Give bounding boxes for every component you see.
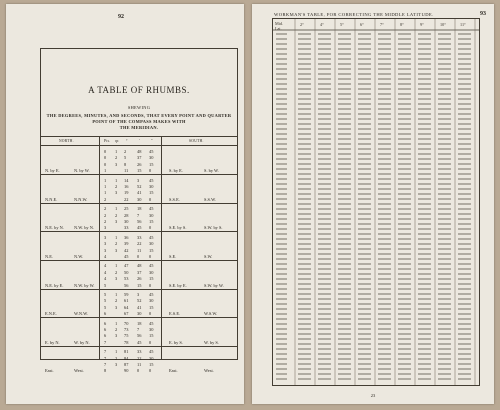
table-cell: 0 (137, 368, 140, 374)
header-points: Pts. (104, 139, 111, 143)
table-cell: 26 (137, 161, 142, 167)
rhumb-name: E.S.E. (169, 311, 181, 317)
table-cell: 45 (149, 206, 154, 212)
rhumb-name: N.N.W. (74, 196, 88, 202)
table-cell: 3 (104, 241, 107, 247)
table-cell: 4 (104, 269, 107, 275)
table-cell: 45 (149, 234, 154, 240)
table-cell: 22 (124, 196, 129, 202)
rule (41, 136, 237, 137)
table-cell: 15 (149, 304, 154, 310)
table-cell: 2 (115, 212, 118, 218)
table-cell: 0 (137, 254, 140, 259)
table-cell: 30 (149, 327, 154, 332)
table-cell: 67 (124, 311, 129, 317)
table-cell: 90 (124, 368, 129, 374)
table-cell: 36 (124, 234, 129, 240)
table-cell: 15 (149, 247, 154, 253)
table-cell: 1 (104, 184, 107, 189)
table-cell: 7 (104, 349, 107, 355)
table-cell: 28 (124, 212, 129, 218)
table-cell: 4 (104, 276, 107, 282)
table-cell: 81 (124, 349, 129, 355)
column-header: 7° (380, 22, 384, 27)
table-cell: 25 (124, 206, 129, 212)
table-cell: 30 (149, 184, 154, 189)
table-cell: 6 (104, 320, 107, 326)
table-body-texture (273, 19, 479, 385)
header-seconds: " (151, 139, 153, 143)
column-header: 10° (440, 22, 446, 27)
table-cell: 84 (124, 355, 129, 361)
left-page (6, 4, 244, 404)
table-cell: 78 (124, 339, 129, 345)
table-cell: 1 (115, 349, 118, 355)
table-cell: 56 (137, 219, 142, 224)
rhumb-name: W.N.W. (74, 311, 88, 317)
table-cell: 48 (137, 263, 142, 269)
rhumb-name: West. (74, 368, 84, 374)
table-cell: 1 (115, 149, 118, 154)
page-number: 93 (480, 11, 486, 17)
column-header: 9° (420, 22, 424, 27)
table-cell: 8 (104, 368, 107, 374)
table-cell: 70 (124, 320, 129, 326)
group-rule (41, 174, 237, 175)
table-cell: 11 (137, 247, 142, 253)
table-cell: 3 (137, 177, 140, 183)
column-header: 8° (400, 22, 404, 27)
rhumb-name: S.S.E. (169, 196, 180, 202)
table-cell: 41 (137, 190, 142, 196)
rhumb-name: S.E. by E. (169, 282, 187, 288)
table-cell: 0 (149, 196, 152, 202)
table-cell: 30 (124, 219, 129, 224)
table-cell: 7 (137, 212, 140, 218)
rhumb-name: S.W. by S. (204, 225, 223, 231)
table-cell: 16 (124, 184, 129, 189)
rhumb-name: S. by W. (204, 168, 219, 174)
column-header: 5° (340, 22, 344, 27)
table-cell: 5 (104, 282, 107, 288)
table-cell: 15 (149, 161, 154, 167)
table-cell: 1 (104, 168, 107, 174)
group-rule (41, 317, 237, 318)
table-cell: 2 (115, 184, 118, 189)
table-cell: 0 (104, 149, 107, 154)
subtitle-line: THE DEGREES, MINUTES, AND SECONDS, THAT EVERY POINT AND QUARTER (46, 113, 232, 118)
rhumb-name: S.W. by W. (204, 282, 224, 288)
table-cell: 30 (149, 155, 154, 161)
rhumb-name: N.W. by W. (74, 282, 95, 288)
table-cell: 3 (115, 304, 118, 310)
table-cell: 3 (115, 161, 118, 167)
table-cell: 22 (137, 241, 142, 247)
table-cell: 3 (115, 219, 118, 224)
table-cell: 6 (104, 333, 107, 339)
subtitle-line: SHEWING (127, 105, 151, 110)
table-cell: 45 (149, 263, 154, 269)
table-cell: 52 (137, 184, 142, 189)
table-cell: 11 (124, 168, 129, 174)
header-degrees: ° (126, 139, 128, 143)
group-rule (41, 289, 237, 290)
header-north: NORTH. (59, 139, 74, 143)
table-cell: 30 (149, 212, 154, 218)
table-cell: 53 (124, 276, 129, 282)
table-cell: 8 (124, 161, 127, 167)
table-cell: 2 (115, 327, 118, 332)
table-cell: 33 (124, 225, 129, 231)
right-page (252, 4, 494, 404)
rhumb-name: N. by W. (74, 168, 90, 174)
table-cell: 15 (149, 333, 154, 339)
table-cell: 50 (124, 269, 129, 275)
table-cell: 5 (104, 298, 107, 304)
table-cell: 2 (104, 212, 107, 218)
rhumb-name: E. by N. (45, 339, 60, 345)
table-cell: 15 (149, 362, 154, 367)
table-cell: 1 (104, 190, 107, 196)
table-cell: 73 (124, 327, 129, 332)
rhumb-name: N.N.E. (45, 196, 58, 202)
table-cell: 0 (149, 282, 152, 288)
column-header: 4° (320, 22, 324, 27)
table-cell: 0 (104, 155, 107, 161)
rhumb-name: East. (45, 368, 54, 374)
table-cell: 0 (104, 161, 107, 167)
rhumb-name: N.E. (45, 254, 54, 259)
table-cell: 45 (137, 225, 142, 231)
table-cell: 7 (104, 355, 107, 361)
table-cell: 0 (149, 254, 152, 259)
rhumb-name: S.S.W. (204, 196, 216, 202)
rhumb-name: E. by S. (169, 339, 183, 345)
signature-mark: 23 (370, 393, 376, 398)
table-cell: 3 (104, 225, 107, 231)
table-cell: 30 (137, 196, 142, 202)
rhumb-name: W. by N. (74, 339, 90, 345)
table-cell: 56 (137, 333, 142, 339)
column-rule (161, 136, 162, 359)
corner-label: Lat. (275, 26, 282, 31)
page-title: A TABLE OF RHUMBS. (88, 85, 190, 95)
rhumb-name: S.E. by S. (169, 225, 187, 231)
table-cell: 30 (149, 241, 154, 247)
page-number: 92 (118, 14, 124, 20)
table-cell: 3 (104, 234, 107, 240)
table-cell: 45 (137, 339, 142, 345)
table-cell: 3 (115, 247, 118, 253)
table-cell: 42 (124, 247, 129, 253)
table-cell: 1 (115, 320, 118, 326)
table-cell: 5 (104, 304, 107, 310)
column-header: 6° (360, 22, 364, 27)
table-cell: 6 (104, 311, 107, 317)
table-cell: 0 (149, 225, 152, 231)
header-quarters: qr. (115, 139, 120, 143)
table-cell: 18 (137, 206, 142, 212)
rhumb-name: N.W. (74, 254, 84, 259)
table-cell: 4 (104, 254, 107, 259)
rhumb-name: W.S.W. (204, 311, 218, 317)
table-cell: 3 (115, 276, 118, 282)
rhumb-name: N.E. by E. (45, 282, 64, 288)
table-cell: 7 (137, 327, 140, 332)
table-cell: 1 (115, 206, 118, 212)
subtitle-line: THE MERIDIAN. (119, 125, 159, 130)
table-cell: 45 (149, 292, 154, 297)
table-cell: 48 (137, 149, 142, 154)
table-cell: 2 (124, 149, 127, 154)
rhumb-name: East. (169, 368, 178, 374)
table-cell: 5 (104, 292, 107, 297)
table-cell: 2 (104, 219, 107, 224)
table-cell: 37 (137, 155, 142, 161)
subtitle-line: POINT OF THE COMPASS MAKES WITH (92, 119, 186, 124)
table-cell: 45 (149, 349, 154, 355)
table-cell: 1 (115, 263, 118, 269)
table-cell: 0 (149, 368, 152, 374)
table-cell: 0 (149, 339, 152, 345)
table-cell: 19 (124, 190, 129, 196)
group-rule (41, 231, 237, 232)
table-cell: 64 (124, 304, 129, 310)
table-cell: 18 (137, 320, 142, 326)
column-header: 11° (460, 22, 466, 27)
group-rule (41, 203, 237, 204)
table-cell: 2 (115, 155, 118, 161)
table-cell: 41 (137, 304, 142, 310)
table-cell: 45 (124, 254, 129, 259)
rhumb-table-frame (40, 48, 238, 374)
corner-label: Mid. (275, 21, 284, 26)
table-cell: 87 (124, 362, 129, 367)
table-cell: 6 (104, 327, 107, 332)
table-cell: 75 (124, 333, 129, 339)
table-cell: 4 (104, 263, 107, 269)
column-rule (99, 136, 100, 359)
table-cell: 47 (124, 263, 129, 269)
rhumb-name: S.E. (169, 254, 177, 259)
column-header: 2° (300, 22, 304, 27)
table-cell: 30 (149, 298, 154, 304)
table-cell: 52 (137, 298, 142, 304)
table-cell: 33 (137, 349, 142, 355)
table-cell: 1 (104, 177, 107, 183)
table-cell: 11 (137, 362, 142, 367)
rhumb-name: N.W. by N. (74, 225, 94, 231)
rule (41, 145, 237, 146)
table-cell: 30 (149, 269, 154, 275)
rhumb-name: West. (204, 368, 214, 374)
table-cell: 45 (149, 149, 154, 154)
table-cell: 5 (124, 155, 127, 161)
table-cell: 2 (115, 355, 118, 361)
table-cell: 2 (115, 298, 118, 304)
table-cell: 30 (137, 311, 142, 317)
table-cell: 3 (115, 362, 118, 367)
table-cell: 0 (149, 311, 152, 317)
table-cell: 1 (115, 234, 118, 240)
group-rule (41, 346, 237, 347)
rhumb-name: S. by E. (169, 168, 183, 174)
table-cell: 2 (104, 206, 107, 212)
header-south: SOUTH. (189, 139, 204, 143)
table-cell: 0 (149, 168, 152, 174)
rhumb-name: S.W. (204, 254, 213, 259)
table-cell: 3 (137, 292, 140, 297)
table-cell: 59 (124, 292, 129, 297)
table-cell: 2 (104, 196, 107, 202)
table-cell: 14 (124, 177, 129, 183)
rhumb-name: N.E. by N. (45, 225, 64, 231)
table-cell: 37 (137, 269, 142, 275)
table-cell: 3 (115, 333, 118, 339)
table-cell: 7 (104, 362, 107, 367)
table-cell: 45 (149, 320, 154, 326)
table-cell: 26 (137, 276, 142, 282)
table-cell: 30 (149, 355, 154, 361)
table-cell: 3 (115, 190, 118, 196)
header-minutes: ' (139, 139, 140, 143)
running-head: WORKMAN'S TABLE, FOR CORRECTING THE MIDDLE LATITUDE. (274, 12, 434, 17)
table-cell: 2 (115, 269, 118, 275)
table-cell: 2 (115, 241, 118, 247)
table-cell: 15 (149, 219, 154, 224)
table-cell: 1 (115, 177, 118, 183)
table-cell: 39 (124, 241, 129, 247)
table-cell: 33 (137, 234, 142, 240)
table-cell: 15 (149, 190, 154, 196)
table-cell: 22 (137, 355, 142, 361)
rhumb-name: W. by S. (204, 339, 219, 345)
rhumb-name: N. by E. (45, 168, 60, 174)
group-rule (41, 260, 237, 261)
table-cell: 61 (124, 298, 129, 304)
rhumb-name: E.N.E. (45, 311, 57, 317)
table-cell: 3 (104, 247, 107, 253)
table-cell: 15 (137, 282, 142, 288)
table-cell: 7 (104, 339, 107, 345)
table-cell: 56 (124, 282, 129, 288)
table-cell: 15 (137, 168, 142, 174)
table-cell: 45 (149, 177, 154, 183)
table-cell: 1 (115, 292, 118, 297)
correction-table (272, 18, 480, 386)
table-cell: 15 (149, 276, 154, 282)
